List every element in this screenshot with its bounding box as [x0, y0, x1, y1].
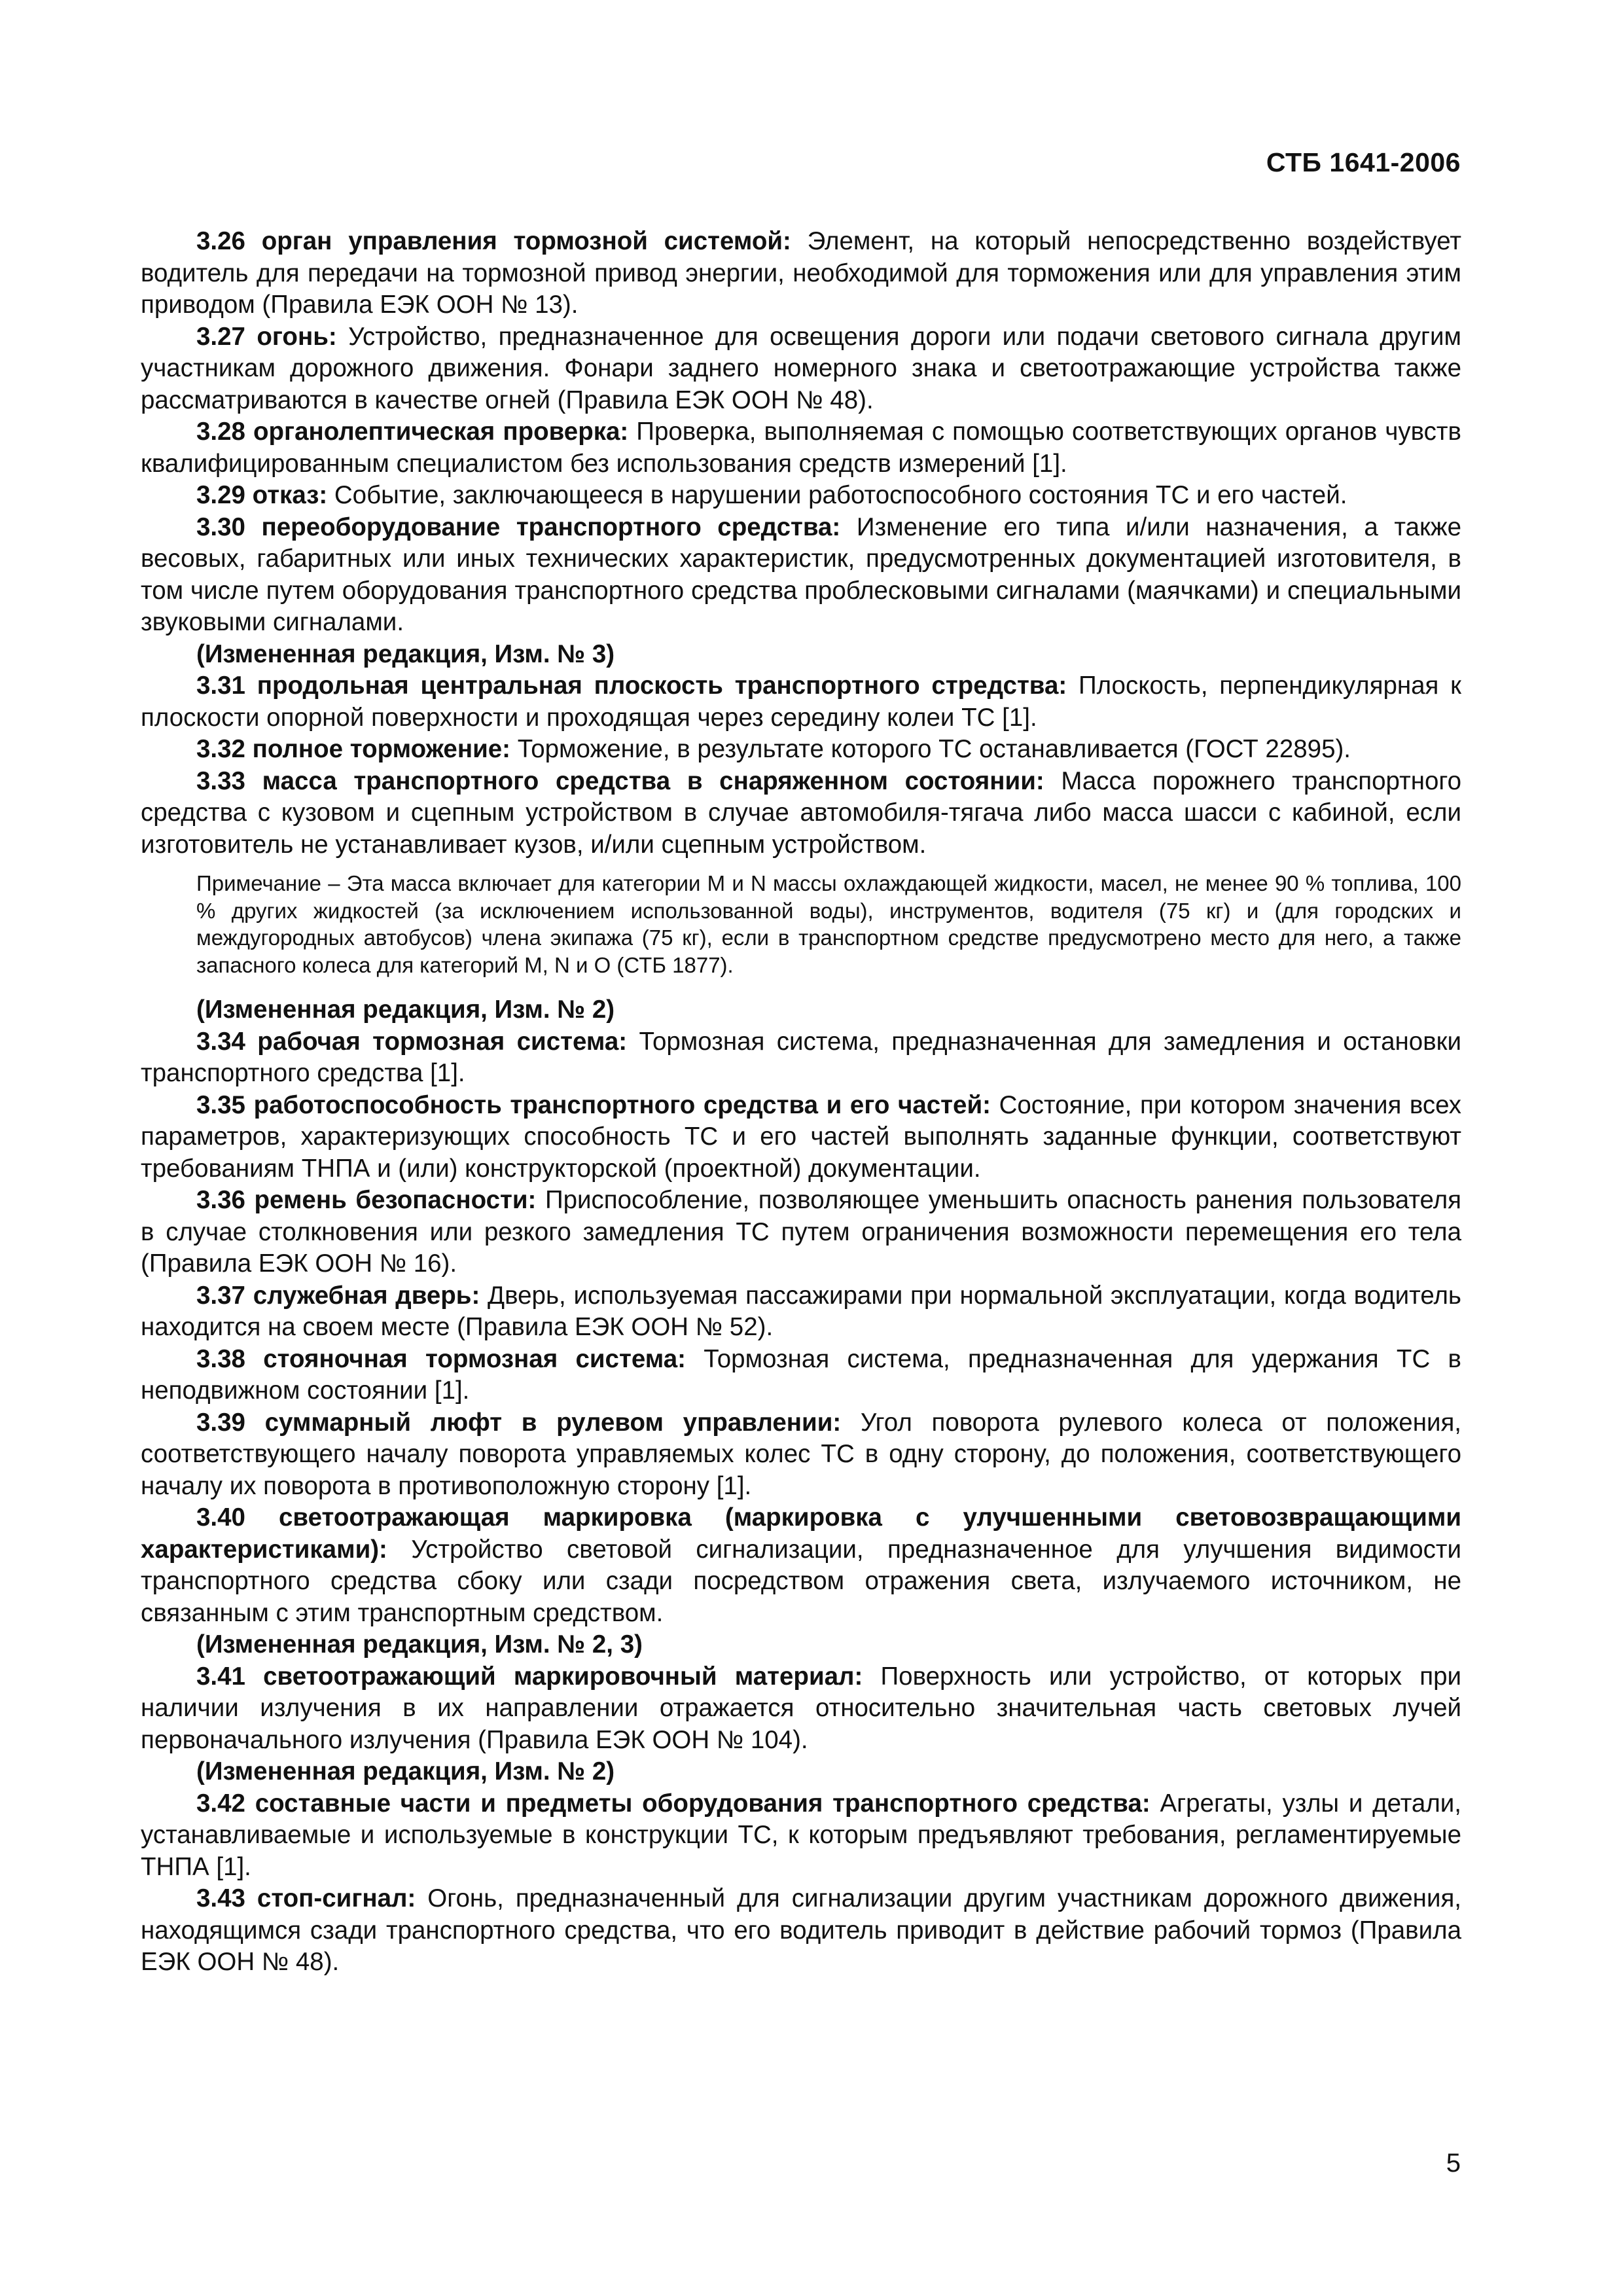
term-entry-3-29: [141, 480, 1461, 512]
term-number: 3.27: [196, 322, 245, 351]
term-definition: Агрегаты, узлы и детали, устанавливаемые и используемые в конструкции ТС, к которым предъявляют требования, регламентируемые ТНПА [1].: [141, 1789, 1461, 1881]
term-definition: Элемент, на который непосредственно воздействует водитель для передачи на тормозной привод энергии, необходимой для торможения или для управления этим приводом (Правила ЕЭК ООН № 13).: [141, 227, 1461, 319]
document-body: [141, 226, 1461, 1979]
term-entry-3-42: [141, 1788, 1461, 1884]
term-number: 3.38: [196, 1344, 245, 1373]
term-entry-3-33: [141, 766, 1461, 861]
term-number: 3.39: [196, 1408, 245, 1437]
term-definition: Дверь, используемая пассажирами при нормальной эксплуатации, когда водитель находится на своем месте (Правила ЕЭК ООН № 52).: [141, 1281, 1461, 1341]
term-number: 3.32: [196, 735, 245, 763]
term-entry-3-27: [141, 321, 1461, 417]
term-title: отказ:: [252, 481, 328, 509]
term-note: Примечание – Эта масса включает для категории M и N массы охлаждающей жидкости, масел, не менее 90 % топлива, 100 % других жидкостей (за исключением использованной воды), инструментов, водителя (75 кг) и (для городских и междугородных автобусов) члена экипажа (75 кг), если в транспортном средстве предусмотрено место для него, а также запасного колеса для категорий M, N и O (СТБ 1877).: [196, 871, 1461, 977]
term-entry-3-31: [141, 670, 1461, 734]
term-title: огонь:: [257, 322, 337, 351]
term-title: работоспособность транспортного средства и его частей:: [253, 1090, 991, 1119]
term-number: 3.33: [196, 766, 245, 795]
term-entry-3-40: [141, 1502, 1461, 1629]
term-entry-3-30: [141, 512, 1461, 639]
term-number: 3.35: [196, 1090, 245, 1119]
term-title: светоотражающая маркировка (маркировка с улучшенными световозвращающими характеристиками):: [141, 1503, 1461, 1564]
term-definition: Тормозная система, предназначенная для удержания ТС в неподвижном состоянии [1].: [141, 1344, 1461, 1405]
term-title: переоборудование транспортного средства:: [261, 512, 841, 541]
term-title: масса транспортного средства в снаряженном состоянии:: [262, 766, 1044, 795]
term-title: суммарный люфт в рулевом управлении:: [264, 1408, 842, 1437]
term-entry-3-37: [141, 1280, 1461, 1344]
term-number: 3.41: [196, 1662, 245, 1691]
amendment-note: (Измененная редакция, Изм. № 2): [196, 1757, 615, 1785]
term-title: орган управления тормозной системой:: [261, 227, 791, 255]
term-definition: Проверка, выполняемая с помощью соответствующих органов чувств квалифицированным специалистом без использования средств измерений [1].: [141, 418, 1462, 478]
term-title: полное торможение:: [252, 735, 511, 763]
amendment-note: (Измененная редакция, Изм. № 3): [196, 639, 615, 668]
amendment-note: (Измененная редакция, Изм. № 2): [196, 996, 615, 1024]
term-definition: Устройство световой сигнализации, предназначенное для улучшения видимости транспортного средства сбоку или сзади посредством отражения света, излучаемого источником, не связанным с этим транспортным средством.: [141, 1535, 1461, 1627]
term-number: 3.26: [196, 227, 245, 255]
term-number: 3.37: [196, 1281, 245, 1310]
term-entry-3-34: [141, 1026, 1461, 1090]
term-title: стоп-сигнал:: [257, 1884, 416, 1912]
term-number: 3.42: [196, 1789, 245, 1818]
term-definition: Угол поворота рулевого колеса от положения, соответствующего началу поворота управляемых колес ТС в одну сторону, до положения, соответствующего началу их поворота в противоположную сторону [1].: [141, 1408, 1462, 1500]
term-entry-3-36: [141, 1185, 1461, 1280]
term-entry-3-26: [141, 226, 1461, 321]
term-number: 3.31: [196, 672, 245, 700]
term-entry-3-35: [141, 1090, 1461, 1185]
term-number: 3.34: [196, 1027, 245, 1056]
term-definition: Огонь, предназначенный для сигнализации другим участникам дорожного движения, находящимся сзади транспортного средства, что его водитель приводит в действие рабочий тормоз (Правила ЕЭК ООН № 48).: [141, 1884, 1461, 1976]
term-title: рабочая тормозная система:: [257, 1027, 628, 1056]
term-definition: Поверхность или устройство, от которых при наличии излучения в их направлении отражается относительно значительная часть световых лучей первоначального излучения (Правила ЕЭК ООН № 104).: [141, 1662, 1462, 1754]
term-title: составные части и предметы оборудования транспортного средства:: [255, 1789, 1150, 1818]
term-number: 3.29: [196, 481, 245, 509]
term-definition: Изменение его типа и/или назначения, а также весовых, габаритных или иных технических характеристик, предусмотренных документацией изготовителя, в том числе путем оборудования транспортного средства проблесковыми сигналами (маячками) и специальными звуковыми сигналами.: [141, 512, 1461, 636]
term-entry-3-32: [141, 734, 1461, 766]
term-entry-3-38: [141, 1344, 1461, 1407]
term-title: светоотражающий маркировочный материал:: [263, 1662, 863, 1691]
term-definition: Торможение, в результате которого ТС останавливается (ГОСТ 22895).: [517, 735, 1351, 763]
amendment-note: (Измененная редакция, Изм. № 2, 3): [196, 1630, 643, 1659]
term-number: 3.30: [196, 512, 245, 541]
term-definition: Устройство, предназначенное для освещения дороги или подачи светового сигнала другим участникам дорожного движения. Фонари заднего номерного знака и светоотражающие устройства также рассматриваются в качестве огней (Правила ЕЭК ООН № 48).: [141, 322, 1461, 414]
term-title: органолептическая проверка:: [253, 418, 629, 446]
term-number: 3.40: [196, 1503, 245, 1532]
term-entry-3-39: [141, 1407, 1461, 1503]
term-definition: Масса порожнего транспортного средства с кузовом и сцепным устройством в случае автомобиля-тягача либо масса шасси с кабиной, если изготовитель не устанавливает кузов, и/или сцепным устройством.: [141, 766, 1461, 859]
term-title: продольная центральная плоскость транспортного стредства:: [257, 672, 1067, 700]
term-definition: Состояние, при котором значения всех параметров, характеризующих способность ТС и его частей выполнять заданные функции, соответствуют требованиям ТНПА и (или) конструкторской (проектной) документации.: [141, 1090, 1461, 1183]
term-number: 3.28: [196, 418, 245, 446]
term-title: стояночная тормозная система:: [263, 1344, 686, 1373]
page-number: 5: [1446, 2149, 1461, 2178]
term-definition: Плоскость, перпендикулярная к плоскости опорной поверхности и проходящая через середину колеи ТС [1].: [141, 672, 1461, 732]
document-header-id: СТБ 1641-2006: [1266, 147, 1461, 177]
term-entry-3-41: [141, 1661, 1461, 1757]
term-definition: Приспособление, позволяющее уменьшить опасность ранения пользователя в случае столкновения или резкого замедления ТС путем ограничения возможности перемещения его тела (Правила ЕЭК ООН № 16).: [141, 1186, 1462, 1278]
term-definition: Событие, заключающееся в нарушении работоспособного состояния ТС и его частей.: [334, 481, 1347, 509]
term-definition: Тормозная система, предназначенная для замедления и остановки транспортного средства [1].: [141, 1027, 1462, 1087]
term-entry-3-28: [141, 416, 1461, 480]
term-title: служебная дверь:: [253, 1281, 480, 1310]
term-number: 3.43: [196, 1884, 245, 1912]
term-title: ремень безопасности:: [254, 1186, 537, 1214]
term-number: 3.36: [196, 1186, 245, 1214]
term-entry-3-43: [141, 1883, 1461, 1979]
